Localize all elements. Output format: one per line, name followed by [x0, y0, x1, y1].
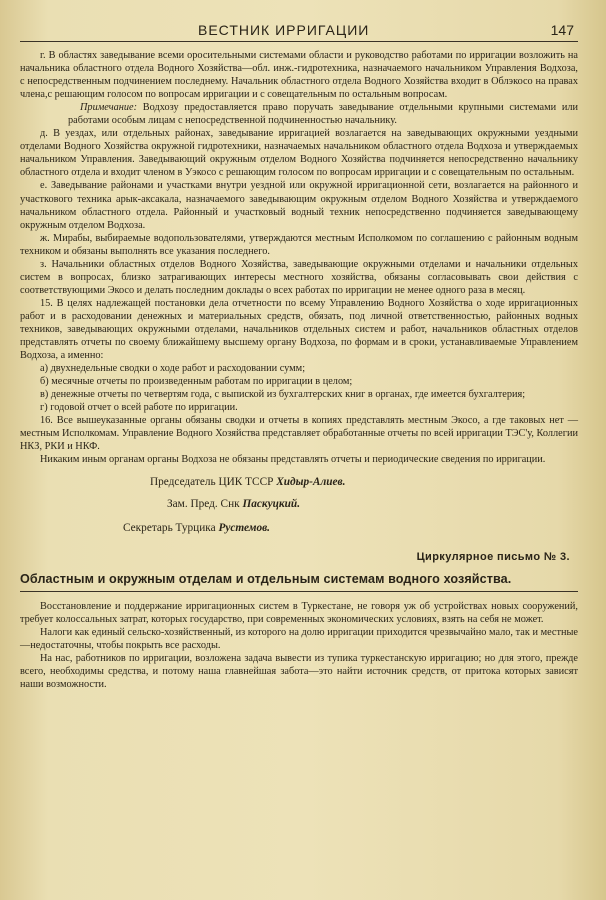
note-paragraph: [20, 101, 578, 127]
running-header: [20, 22, 578, 42]
circular-paragraph-3: На нас, работников по ирригации, возложена задача вывести из тупика туркестанскую ирригацию; но для этого, прежде всего, необходимы средства, и потому наша главнейшая забота—это найти источник средств, от притока которых зависят наши возможности.: [20, 652, 578, 690]
list-item-g: г) годовой отчет о всей работе по ирригации.: [40, 402, 238, 414]
paragraph-closing: Никаким иным органам органы Водхоза не обязаны представлять отчеты и периодические сведения по ирригации.: [40, 454, 546, 466]
note-text: Водхозу предоставляется право поручать заведывание отдельными крупными системами или работами особым лицам с непосредственной подчиненностью начальнику.: [68, 102, 578, 127]
list-item-v: в) денежные отчеты по четвертям года, с выпиской из бухгалтерских книг в органах, где имеется бухгалтерия;: [40, 389, 526, 401]
paragraph-16: 16. Все вышеуказанные органы обязаны сводки и отчеты в копиях представлять местным Экосо, а где таковых нет —местным Исполкомам. Управление Водного Хозяйства представляет обработанные отчеты по всей ирригации ТЭС'у, Коллегии НКЗ, РКИ и НКФ.: [20, 415, 578, 453]
circular-paragraph-2: Налоги как единый сельско-хозяйственный, из которого на долю ирригации приходится чрезвычайно мало, так и местные—недостаточны, чтобы покрыть все расходы.: [20, 626, 578, 651]
signature-title: Секретарь Турцика: [123, 521, 216, 534]
paragraph-zh: ж. Мирабы, выбираемые водопользователями, утверждаются местным Исполкомом по соглашению с районным водным техником и обязаны выполнять все указания последнего.: [20, 232, 578, 257]
paragraph-15: 15. В целях надлежащей постановки дела отчетности по всему Управлению Водного Хозяйства о ходе ирригационных работ и в расходовании денежных и материальных средств, обязать, под личной ответственностью, районных водных техников, заведывающих окружными отделами, начальников отдельных систем и работ, начальников областных отделов представлять отчеты по своему ближайшему высшему органу Водхоза, по формам и в сроки, устанавливаемые Управлением Водхоза, а именно:: [20, 297, 578, 362]
paragraph-e: е. Заведывание районами и участками внутри уездной или окружной ирригационной сети, возлагается на районного и участкового техника арык-аксакала, назначаемого заведывающим окружным отделом Водного Хозяйства и утверждаемого начальником областного отдела. Районный и участковый водный техник непосредственно подчиняется заведывающему окружным отделом Водхоза.: [20, 180, 578, 231]
list-item-b: б) месячные отчеты по произведенным работам по ирригации в целом;: [40, 376, 353, 388]
signature-secretary: [20, 522, 578, 535]
page-number: 147: [550, 22, 574, 38]
signature-name: Паскуцкий.: [242, 497, 301, 510]
circular-body: [20, 600, 578, 691]
signature-title: Председатель ЦИК ТССР: [150, 475, 274, 488]
note-label: Примечание:: [80, 102, 138, 114]
list-item-a: а) двухнедельные сводки о ходе работ и расходовании сумм;: [40, 363, 306, 375]
paragraph-d: д. В уездах, или отдельных районах, заведывание ирригацией возлагается на заведывающих окружными уездными отделами Водного Хозяйства окружной гидротехники, назначаемых начальником областного отдела Водхоза и утверждаемых начальником Управления. Заведывающий окружным отделом Водного Хозяйства подчиняется непосредственно начальнику областного отдела и входит членом в Уэкосо с решающим голосом по вопросам ирригации и с совещательным по остальным.: [20, 128, 578, 179]
paragraph-g: г. В областях заведывание всеми оросительными системами области и руководство работами по ирригации возложить на начальника областного отдела Водного Хозяйства—обл. инж.-гидротехника, назначаемого начальником Управления Водхоза, с непосредственным подчинением последнему. Начальник областного отдела Водного Хозяйства входит в Облэкосо на правах члена,с решающим голосом по вопросам ирригации и с совещательным по остальным вопросам.: [20, 50, 578, 101]
signature-name: Рустемов.: [218, 521, 270, 534]
signature-deputy: [20, 498, 578, 511]
signature-name: Хидыр-Алиев.: [276, 475, 346, 488]
paragraph-z: з. Начальники областных отделов Водного Хозяйства, заведывающие окружными отделами и начальники отдельных систем в вопросах, близко затрагивающих интересы местного хозяйства, обязаны согласовывать свои действия с соответствующими Экосо и делать последним доклады о всех работах по ирригации не менее одного раза в месяц.: [20, 258, 578, 296]
circular-paragraph-1: Восстановление и поддержание ирригационных систем в Туркестане, не говоря уж об устройствах новых сооружений, требует колоссальных затрат, которых государство, при современных экономических условиях, взять на себя не может.: [20, 600, 578, 625]
signature-title: Зам. Пред. Снк: [167, 497, 240, 510]
circular-letter-ref: Циркулярное письмо № 3.: [416, 550, 570, 563]
journal-title: ВЕСТНИК ИРРИГАЦИИ: [198, 22, 370, 38]
circular-letter-title: Областным и окружным отделам и отдельным системам водного хозяйства.: [20, 572, 578, 592]
signature-chairman: [20, 476, 578, 489]
